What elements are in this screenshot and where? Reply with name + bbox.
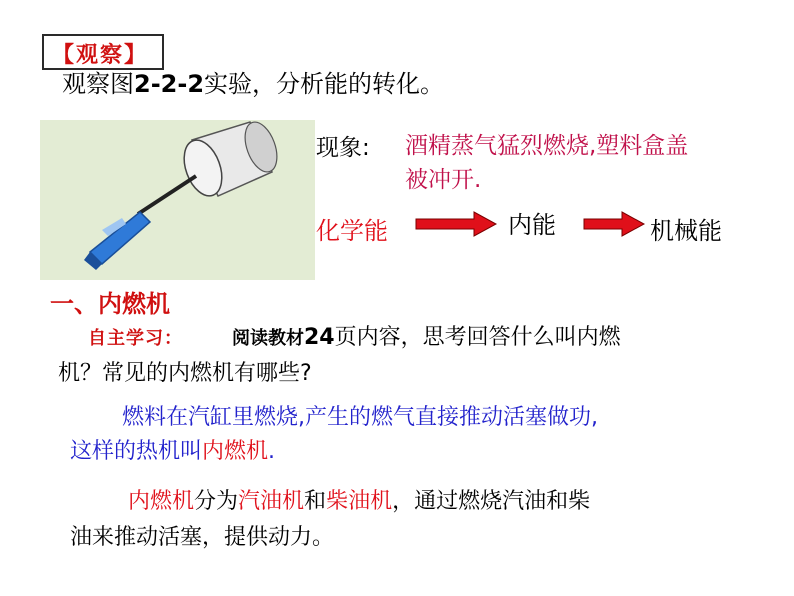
phenomenon-line-2: 被冲开. [405, 167, 482, 193]
illustration-background [40, 112, 315, 280]
types-sep-1: 分为 [194, 489, 239, 514]
definition-line-2 [70, 434, 275, 465]
arrow-right-icon [584, 212, 644, 236]
definition-term: 内燃机 [202, 439, 269, 464]
section-title: 一、内燃机 [50, 290, 170, 318]
internal-energy-label: 内能 [508, 211, 556, 239]
arrow-right-icon [416, 212, 496, 236]
definition-line-2-pre: 这样的热机叫 [70, 439, 203, 464]
phenomenon-text [405, 129, 688, 197]
definition-line-2-post: . [268, 439, 276, 464]
self-study-label: 自主学习： [88, 328, 183, 349]
intro-fig: 2-2-2 [134, 70, 205, 98]
types-term-3: 柴油机 [326, 489, 393, 514]
question-line-2: 机？常见的内燃机有哪些? [58, 361, 312, 386]
observe-badge-text: 【观察】 [52, 43, 149, 68]
experiment-illustration [40, 112, 315, 280]
types-term-1: 内燃机 [128, 489, 195, 514]
definition-line-1: 燃料在汽缸里燃烧,产生的燃气直接推动活塞做功, [122, 405, 598, 430]
types-sep-3: ，通过燃烧汽油和柴 [392, 489, 591, 514]
types-sep-2: 和 [304, 489, 327, 514]
phenomenon-line-1: 酒精蒸气猛烈燃烧,塑料盒盖 [405, 133, 689, 159]
chemical-energy-label: 化学能 [316, 217, 388, 245]
intro-pre: 观察图 [62, 70, 134, 98]
intro-post: 实验，分析能的转化。 [204, 70, 445, 98]
types-line-1 [128, 484, 590, 515]
question-line-1 [232, 320, 621, 351]
question-line-1-tail: 页内容，思考回答什么叫内燃 [334, 325, 621, 350]
phenomenon-label: 现象: [316, 135, 370, 161]
reading-label: 阅读教材 [232, 328, 304, 349]
mechanical-energy-label: 机械能 [650, 217, 722, 245]
intro-line [62, 64, 444, 99]
types-term-2: 汽油机 [238, 489, 305, 514]
types-line-2: 油来推动活塞，提供动力。 [70, 525, 335, 550]
page-number: 24 [304, 325, 335, 350]
